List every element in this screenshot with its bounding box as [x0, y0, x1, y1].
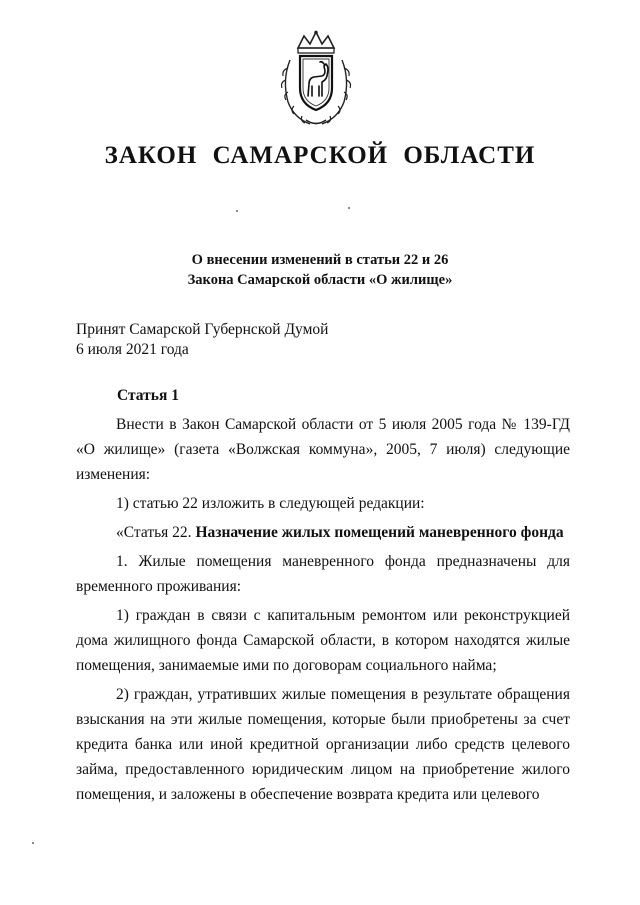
article-heading: Статья 1 — [117, 387, 179, 404]
article-22-prefix: «Статья 22. — [116, 524, 196, 541]
subject-line-1: О внесении изменений в статьи 22 и 26 — [191, 252, 449, 268]
adopted-by: Принят Самарской Губернской Думой — [76, 321, 329, 338]
article-22-title: Назначение жилых помещений маневренного фонда — [195, 524, 564, 541]
adoption-date: 6 июля 2021 года — [76, 341, 189, 358]
scan-speck — [32, 842, 34, 844]
paragraph: 2) граждан, утративших жилые помещения в результате обращения взыскания на эти жилые помещения, которые были приобретены за счет кредита банка или иной кредитной организации либо средств целевого займа, предоставленного юридическим лицом на приобретение жилого помещения, и заложены в обеспечение возврата кредита или целевого — [76, 686, 570, 803]
law-subject — [0, 250, 640, 290]
paragraph: 1) статью 22 изложить в следующей редакции: — [116, 495, 425, 512]
adoption-info — [76, 320, 328, 360]
paragraph: Внести в Закон Самарской области от 5 июля 2005 года № 139-ГД «О жилище» (газета «Волжская коммуна», 2005, 7 июля) следующие изменения: — [76, 416, 570, 483]
article-body — [76, 412, 570, 807]
article-22-heading-paragraph — [76, 520, 570, 545]
subject-line-2: Закона Самарской области «О жилище» — [187, 272, 453, 288]
scan-speck — [236, 210, 238, 212]
paragraph: 1) граждан в связи с капитальным ремонтом или реконструкцией дома жилищного фонда Самарской области, в котором находятся жилые помещения, занимаемые ими по договорам социального найма; — [76, 607, 570, 674]
law-title: ЗАКОН САМАРСКОЙ ОБЛАСТИ — [104, 142, 536, 169]
coat-of-arms-emblem — [276, 30, 356, 130]
paragraph: 1. Жилые помещения маневренного фонда предназначены для временного проживания: — [76, 553, 570, 595]
scan-speck — [348, 207, 350, 209]
